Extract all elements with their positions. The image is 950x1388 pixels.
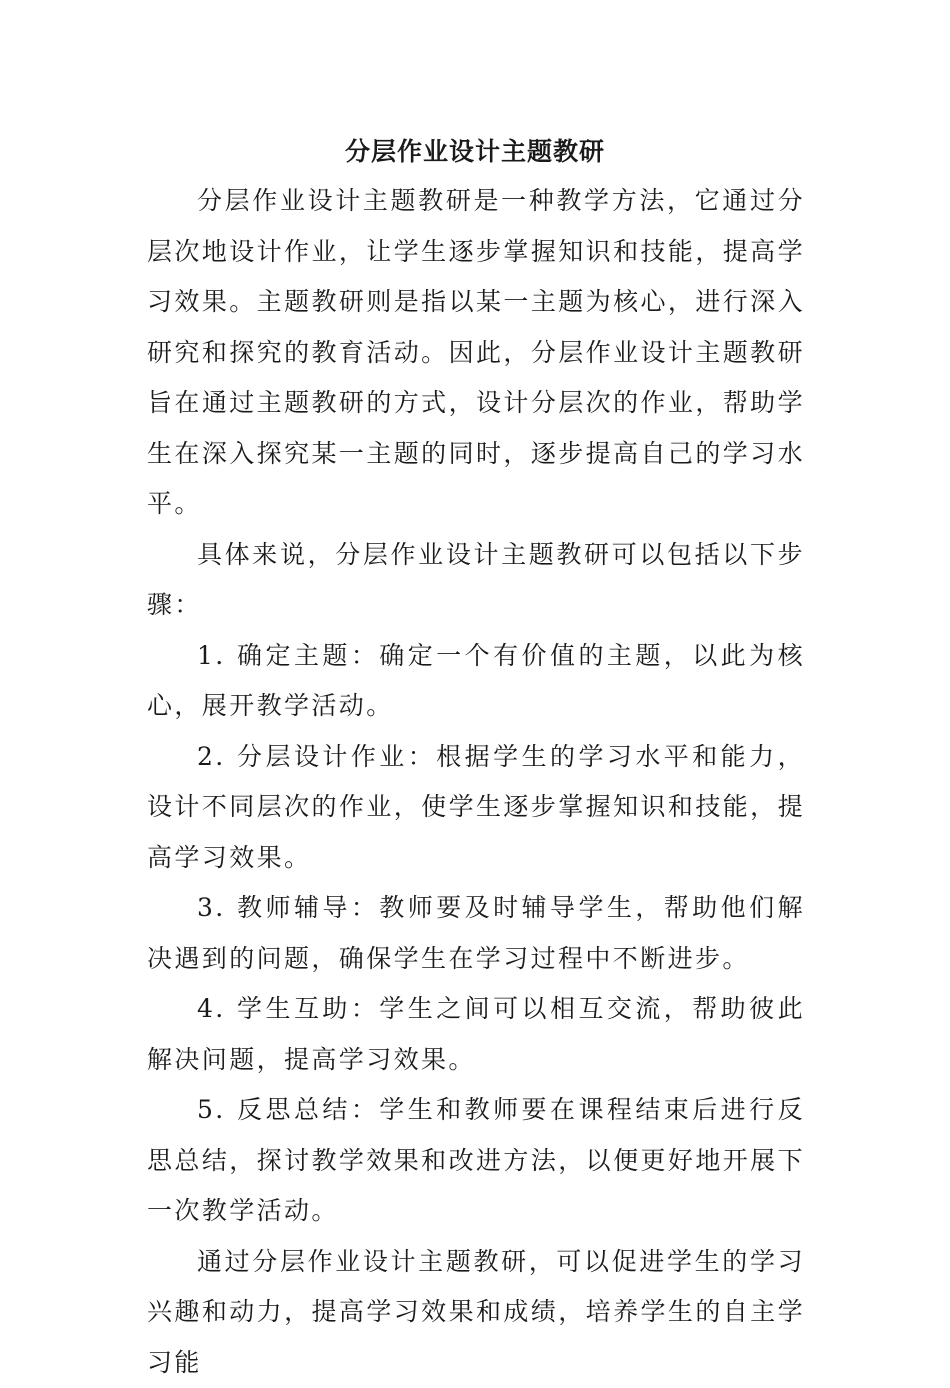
steps-intro-paragraph: 具体来说，分层作业设计主题教研可以包括以下步骤： [147, 530, 805, 631]
document-title: 分层作业设计主题教研 [0, 132, 950, 172]
step-5-paragraph: 5. 反思总结：学生和教师要在课程结束后进行反思总结，探讨教学效果和改进方法，以便更好地开展下一次教学活动。 [147, 1085, 805, 1237]
document-body [147, 176, 805, 1388]
step-4-paragraph: 4. 学生互助：学生之间可以相互交流，帮助彼此解决问题，提高学习效果。 [147, 984, 805, 1085]
step-1-paragraph: 1. 确定主题：确定一个有价值的主题，以此为核心，展开教学活动。 [147, 631, 805, 732]
step-2-paragraph: 2. 分层设计作业：根据学生的学习水平和能力，设计不同层次的作业，使学生逐步掌握知识和技能，提高学习效果。 [147, 732, 805, 884]
intro-paragraph: 分层作业设计主题教研是一种教学方法，它通过分层次地设计作业，让学生逐步掌握知识和技能，提高学习效果。主题教研则是指以某一主题为核心，进行深入研究和探究的教育活动。因此，分层作业设计主题教研旨在通过主题教研的方式，设计分层次的作业，帮助学生在深入探究某一主题的同时，逐步提高自己的学习水平。 [147, 176, 805, 530]
step-3-paragraph: 3. 教师辅导：教师要及时辅导学生，帮助他们解决遇到的问题，确保学生在学习过程中不断进步。 [147, 883, 805, 984]
conclusion-paragraph: 通过分层作业设计主题教研，可以促进学生的学习兴趣和动力，提高学习效果和成绩，培养学生的自主学习能 [147, 1237, 805, 1388]
